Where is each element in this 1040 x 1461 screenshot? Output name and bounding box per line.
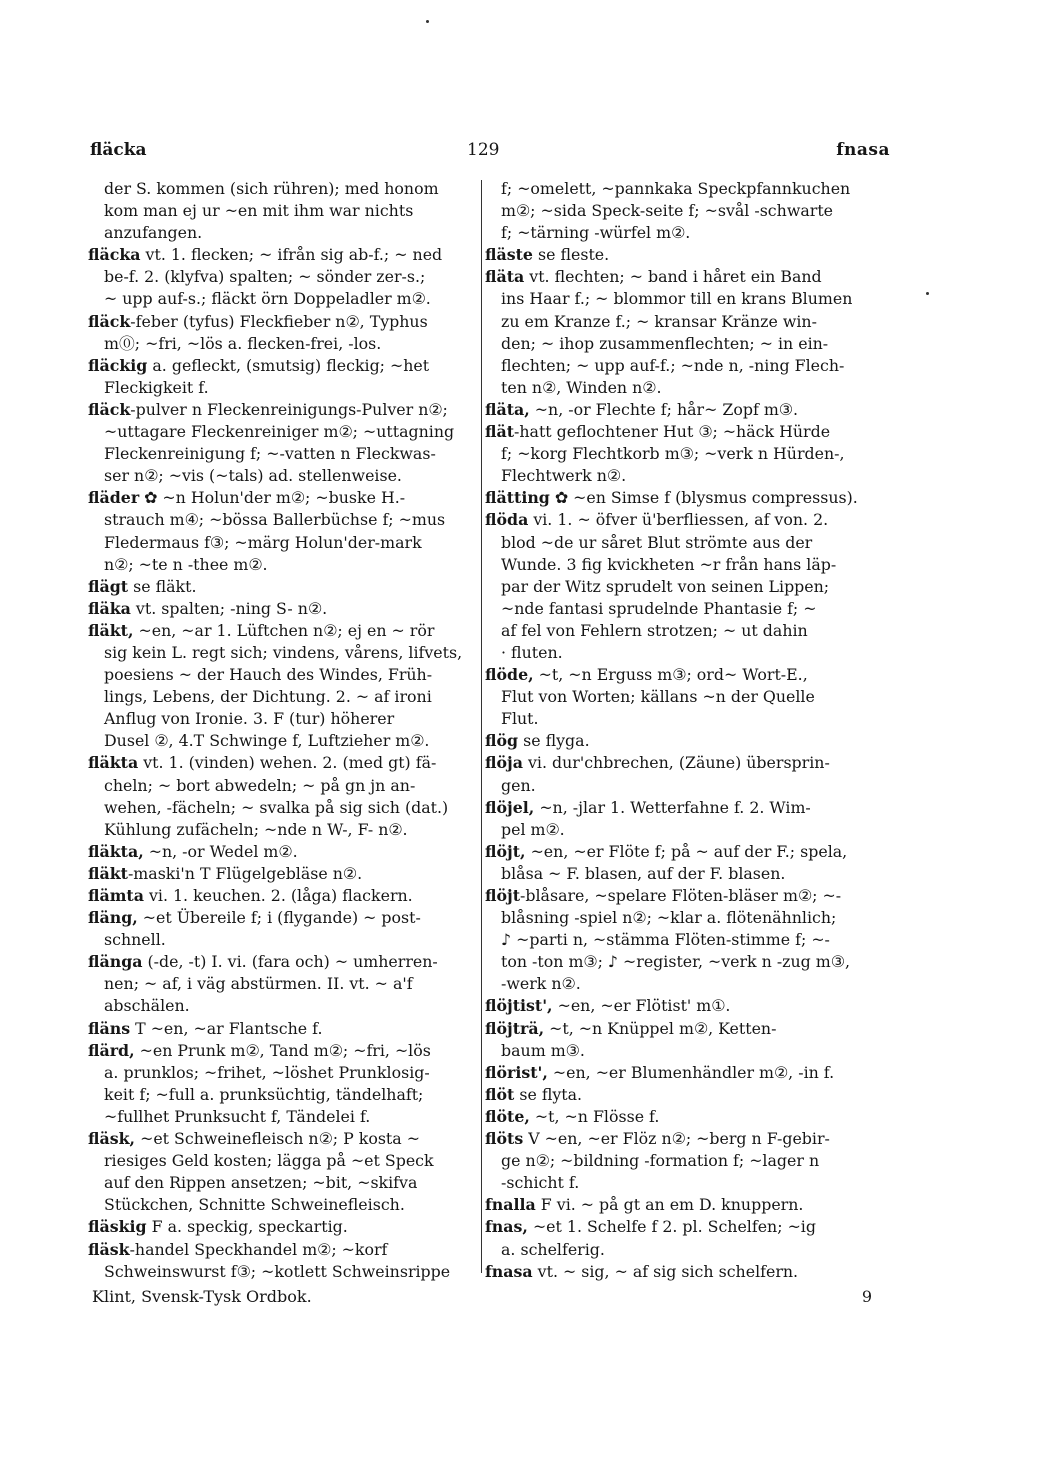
headword: flöja — [485, 753, 523, 773]
dictionary-line — [485, 1128, 890, 1150]
dictionary-line — [485, 355, 890, 377]
dictionary-line — [485, 244, 890, 266]
entry-text: blåsa ~ F. blasen, auf der F. blasen. — [501, 863, 786, 883]
headword: fläng, — [88, 908, 138, 928]
entry-text: pel m②. — [501, 819, 565, 839]
ink-speck — [926, 292, 929, 295]
entry-text: Fleckigkeit f. — [104, 377, 209, 397]
dictionary-line — [88, 664, 474, 686]
dictionary-line — [88, 620, 474, 642]
headword: flöte, — [485, 1106, 530, 1126]
headword: flörist', — [485, 1062, 548, 1082]
entry-text: (-de, -t) I. vi. (fara och) ~ umherren- — [142, 952, 438, 972]
entry-text: Anflug von Ironie. 3. F (tur) höherer — [104, 709, 395, 729]
entry-text: flechten; ~ upp auf-f.; ~nde n, -ning Flech- — [501, 355, 845, 375]
entry-text: zu em Kranze f.; ~ kransar Kränze win- — [501, 311, 817, 331]
entry-text: gen. — [501, 775, 536, 795]
entry-text: vt. spalten; -ning S- n②. — [130, 598, 328, 618]
headword: flöde, — [485, 665, 534, 685]
headword: fläka — [88, 598, 131, 618]
entry-text: -maski'n T Flügelgebläse n②. — [127, 863, 363, 883]
dictionary-line — [88, 730, 474, 752]
entry-text: ge n②; ~bildning -formation f; ~lager n — [501, 1151, 820, 1171]
dictionary-line — [88, 576, 474, 598]
entry-text: Flechtwerk n②. — [501, 466, 627, 486]
entry-text: ~n, -or Wedel m②. — [143, 841, 298, 861]
column-divider — [481, 180, 482, 1273]
dictionary-line — [88, 1084, 474, 1106]
headword: fläkta — [88, 753, 139, 773]
entry-text: ~et Übereile f; i (flygande) ~ post- — [137, 908, 421, 928]
dictionary-line — [485, 487, 890, 509]
entry-text: -blåsare, ~spelare Flöten-bläser m②; ~- — [520, 886, 842, 905]
headword: fläckig — [88, 355, 148, 375]
dictionary-line — [88, 775, 474, 797]
dictionary-line — [485, 664, 890, 686]
entry-text: se flyga. — [518, 731, 590, 751]
dictionary-line — [485, 752, 890, 774]
entry-text: Wunde. 3 fig kvickheten ~r från hans läp- — [501, 554, 837, 574]
entry-text: vt. 1. flecken; ~ ifrån sig ab-f.; ~ ned — [140, 245, 443, 265]
entry-text: ten n②, Winden n②. — [501, 377, 662, 397]
entry-text: se fläkt. — [128, 576, 197, 596]
headword: fläkta, — [88, 841, 144, 861]
headword: flöjt — [485, 886, 521, 905]
dictionary-line — [88, 222, 474, 244]
headword: flät — [485, 422, 515, 442]
headword: fläder — [88, 488, 140, 508]
entry-text: Schweinswurst f③; ~kotlett Schweinsrippe — [104, 1261, 451, 1281]
headword: fnalla — [485, 1195, 536, 1215]
entry-text: ✿ ~en Simse f (blysmus compressus). — [549, 488, 858, 508]
dictionary-line — [88, 797, 474, 819]
dictionary-line — [88, 487, 474, 509]
entry-text: ~et Schweinefleisch n②; P kosta ~ — [135, 1129, 420, 1149]
entry-text: kom man ej ur ~en mit ihm war nichts — [104, 201, 414, 221]
dictionary-line — [88, 200, 474, 222]
entry-text: der S. kommen (sich rühren); med honom — [104, 179, 439, 198]
headword: flöts — [485, 1129, 524, 1149]
entry-text: -pulver n Fleckenreinigungs-Pulver n②; — [130, 399, 448, 419]
dictionary-line — [485, 686, 890, 708]
entry-text: F a. speckig, speckartig. — [146, 1217, 348, 1237]
headword: flänga — [88, 952, 143, 972]
entry-text: auf den Rippen ansetzen; ~bit, ~skifva — [104, 1173, 418, 1193]
headword: fläkt — [88, 863, 128, 883]
headword: fläkt, — [88, 620, 134, 640]
entry-text: den; ~ ihop zusammenflechten; ~ in ein- — [501, 333, 829, 353]
dictionary-line — [88, 355, 474, 377]
entry-text: a. schelferig. — [501, 1239, 605, 1259]
entry-text: F vi. ~ på gt an em D. knuppern. — [535, 1195, 804, 1215]
entry-text: ins Haar f.; ~ blommor till en krans Blumen — [501, 289, 853, 309]
dictionary-line — [88, 244, 474, 266]
dictionary-line — [485, 730, 890, 752]
dictionary-line — [485, 797, 890, 819]
dictionary-line — [88, 1128, 474, 1150]
page-footer — [92, 1287, 872, 1309]
headword: fläste — [485, 245, 533, 265]
entry-text: ser n②; ~vis (~tals) ad. stellenweise. — [104, 466, 402, 486]
dictionary-line — [88, 554, 474, 576]
entry-text: Fleckenreinigung f; ~-vatten n Fleckwas- — [104, 444, 436, 464]
entry-text: ♪ ~parti n, ~stämma Flöten-stimme f; ~- — [501, 930, 830, 950]
dictionary-line — [88, 819, 474, 841]
entry-text: ~en, ~er Blumenhändler m②, -in f. — [547, 1062, 835, 1082]
dictionary-line — [88, 642, 474, 664]
entry-text: Stückchen, Schnitte Schweinefleisch. — [104, 1195, 405, 1215]
entry-text: sig kein L. regt sich; vindens, vårens, lifvets, — [104, 642, 463, 662]
page-number: 129 — [467, 140, 500, 160]
dictionary-line — [485, 554, 890, 576]
entry-text: · fluten. — [501, 642, 563, 662]
entry-text: ~nde fantasi sprudelnde Phantasie f; ~ — [501, 598, 817, 618]
dictionary-line — [485, 576, 890, 598]
entry-text: -feber (tyfus) Fleckfieber n②, Typhus — [130, 311, 428, 331]
entry-text: blod ~de ur såret Blut strömte aus der — [501, 532, 813, 552]
dictionary-line — [88, 907, 474, 929]
dictionary-line — [485, 1018, 890, 1040]
dictionary-line — [88, 443, 474, 465]
entry-text: ~en, ~er Flötist' m①. — [552, 996, 731, 1016]
entry-text: baum m③. — [501, 1040, 585, 1060]
entry-text: ~n, -or Flechte f; hår~ Zopf m③. — [529, 399, 798, 419]
dictionary-line — [485, 178, 890, 200]
dictionary-line — [88, 1062, 474, 1084]
entry-text: wehen, -fächeln; ~ svalka på sig sich (dat.) — [104, 797, 449, 817]
entry-text: blåsning -spiel n②; ~klar a. flötenähnlich; — [501, 908, 837, 928]
entry-text: vt. flechten; ~ band i håret ein Band — [524, 267, 822, 287]
dictionary-line — [88, 532, 474, 554]
dictionary-line — [485, 200, 890, 222]
entry-text: a. gefleckt, (smutsig) fleckig; ~het — [147, 355, 430, 375]
dictionary-line — [485, 863, 890, 885]
dictionary-line — [485, 907, 890, 929]
entry-text: schnell. — [104, 930, 166, 950]
dictionary-line — [88, 1261, 474, 1283]
headword: flöjträ, — [485, 1018, 545, 1038]
dictionary-line — [88, 1194, 474, 1216]
entry-text: ~uttagare Fleckenreiniger m②; ~uttagning — [104, 422, 455, 442]
entry-text: f; ~korg Flechtkorb m③; ~verk n Hürden-, — [501, 444, 845, 464]
dictionary-line — [485, 288, 890, 310]
entry-text: ~t, ~n Erguss m③; ord~ Wort-E., — [533, 665, 808, 685]
entry-text: par der Witz sprudelt von seinen Lippen; — [501, 576, 830, 596]
entry-text: vt. ~ sig, ~ af sig sich schelfern. — [532, 1261, 799, 1281]
entry-text: Kühlung zufächeln; ~nde n W-, F- n②. — [104, 819, 408, 839]
dictionary-line — [485, 1172, 890, 1194]
dictionary-line — [485, 1040, 890, 1062]
entry-text: cheln; ~ bort abwedeln; ~ på gn jn an- — [104, 775, 416, 795]
headword: flöjel, — [485, 797, 535, 817]
dictionary-line — [88, 311, 474, 333]
dictionary-line — [485, 377, 890, 399]
entry-text: f; ~tärning -würfel m②. — [501, 223, 691, 243]
signature-mark: 9 — [861, 1287, 872, 1306]
entry-text: V ~en, ~er Flöz n②; ~berg n F-gebir- — [523, 1129, 830, 1149]
dictionary-line — [88, 598, 474, 620]
dictionary-line — [88, 399, 474, 421]
dictionary-line — [88, 686, 474, 708]
headword: flämta — [88, 886, 144, 905]
entry-text: vt. 1. (vinden) wehen. 2. (med gt) fä- — [138, 753, 437, 773]
entry-text: ~en, ~er Flöte f; på ~ auf der F.; spela, — [525, 841, 848, 861]
dictionary-line — [88, 1106, 474, 1128]
headword: flöda — [485, 510, 529, 530]
dictionary-line — [485, 399, 890, 421]
dictionary-line — [88, 377, 474, 399]
dictionary-line — [485, 708, 890, 730]
entry-text: f; ~omelett, ~pannkaka Speckpfannkuchen — [501, 179, 851, 198]
headword: flägt — [88, 576, 129, 596]
dictionary-line — [88, 929, 474, 951]
dictionary-line — [88, 1216, 474, 1238]
entry-text: se flyta. — [514, 1084, 583, 1104]
entry-text: m⓪; ~fri, ~lös a. flecken-frei, -los. — [104, 333, 382, 353]
entry-text: vi. dur'chbrechen, (Zäune) übersprin- — [522, 753, 830, 773]
entry-text: be-f. 2. (klyfva) spalten; ~ sönder zer-s.; — [104, 267, 426, 287]
dictionary-line — [88, 995, 474, 1017]
dictionary-line — [485, 841, 890, 863]
entry-text: ton -ton m③; ♪ ~register, ~verk n -zug m③, — [501, 952, 850, 972]
dictionary-line — [88, 885, 474, 907]
header-last-word: fnasa — [836, 140, 890, 160]
dictionary-line — [485, 1239, 890, 1261]
dictionary-line — [485, 775, 890, 797]
entry-text: lings, Lebens, der Dichtung. 2. ~ af ironi — [104, 687, 432, 707]
dictionary-line — [485, 1261, 890, 1283]
entry-text: se fleste. — [532, 245, 610, 265]
entry-text: Flut von Worten; källans ~n der Quelle — [501, 687, 815, 707]
dictionary-line — [485, 885, 890, 907]
headword: flätting — [485, 488, 550, 508]
headword: fläsk — [88, 1239, 130, 1259]
dictionary-line — [485, 1194, 890, 1216]
page-header — [90, 140, 890, 166]
entry-text: riesiges Geld kosten; lägga på ~et Speck — [104, 1151, 434, 1171]
entry-text: nen; ~ af, i väg abstürmen. II. vt. ~ a'f — [104, 974, 413, 994]
dictionary-line — [485, 995, 890, 1017]
headword: fläck — [88, 399, 131, 419]
dictionary-line — [485, 465, 890, 487]
book-title: Klint, Svensk-Tysk Ordbok. — [92, 1287, 312, 1306]
entry-text: ~t, ~n Knüppel m②, Ketten- — [544, 1018, 777, 1038]
entry-text: Dusel ②, 4.T Schwinge f, Luftzieher m②. — [104, 731, 430, 751]
dictionary-line — [485, 443, 890, 465]
dictionary-line — [485, 1150, 890, 1172]
left-column — [88, 178, 474, 1283]
dictionary-line — [88, 973, 474, 995]
dictionary-line — [88, 266, 474, 288]
dictionary-line — [485, 311, 890, 333]
entry-text: keit f; ~full a. prunksüchtig, tändelhaft; — [104, 1084, 424, 1104]
dictionary-line — [485, 421, 890, 443]
dictionary-line — [485, 266, 890, 288]
entry-text: ~t, ~n Flösse f. — [529, 1106, 660, 1126]
entry-text: -hatt geflochtener Hut ③; ~häck Hürde — [514, 422, 831, 442]
headword: fnasa — [485, 1261, 533, 1281]
entry-text: -handel Speckhandel m②; ~korf — [129, 1239, 388, 1259]
headword: fläskig — [88, 1217, 147, 1237]
entry-text: T ~en, ~ar Flantsche f. — [130, 1018, 323, 1038]
dictionary-line — [485, 333, 890, 355]
headword: fläta, — [485, 399, 530, 419]
dictionary-line — [485, 509, 890, 531]
headword: flög — [485, 731, 519, 751]
dictionary-line — [88, 1018, 474, 1040]
header-first-word: fläcka — [90, 140, 147, 160]
entry-text: ~fullhet Prunksucht f, Tändelei f. — [104, 1106, 371, 1126]
entry-text: ~en, ~ar 1. Lüftchen n②; ej en ~ rör — [133, 620, 435, 640]
entry-text: strauch m④; ~bössa Ballerbüchse f; ~mus — [104, 510, 446, 530]
dictionary-line — [88, 841, 474, 863]
headword: fläsk, — [88, 1129, 136, 1149]
dictionary-line — [88, 1172, 474, 1194]
entry-text: poesiens ~ der Hauch des Windes, Früh- — [104, 665, 433, 685]
dictionary-line — [485, 951, 890, 973]
entry-text: ~n, -jlar 1. Wetterfahne f. 2. Wim- — [534, 797, 811, 817]
entry-text: vi. 1. ~ öfver ü'berfliessen, af von. 2. — [528, 510, 829, 530]
headword: flärd, — [88, 1040, 135, 1060]
entry-text: af fel von Fehlern strotzen; ~ ut dahin — [501, 620, 808, 640]
entry-text: ✿ ~n Holun'der m②; ~buske H.- — [139, 488, 406, 508]
dictionary-line — [88, 1040, 474, 1062]
entry-text: ~ upp auf-s.; fläckt örn Doppeladler m②. — [104, 289, 431, 309]
dictionary-line — [88, 421, 474, 443]
entry-text: n②; ~te n -thee m②. — [104, 554, 268, 574]
dictionary-line — [485, 1084, 890, 1106]
dictionary-line — [88, 1150, 474, 1172]
entry-text: ~et 1. Schelfe f 2. pl. Schelfen; ~ig — [527, 1217, 816, 1237]
entry-text: -schicht f. — [501, 1173, 580, 1193]
headword: fläta — [485, 267, 525, 287]
dictionary-line — [485, 1216, 890, 1238]
entry-text: Flut. — [501, 709, 539, 729]
dictionary-line — [485, 1106, 890, 1128]
headword: flöjtist', — [485, 996, 553, 1016]
dictionary-line — [88, 752, 474, 774]
entry-text: a. prunklos; ~frihet, ~löshet Prunklosig- — [104, 1062, 430, 1082]
dictionary-line — [88, 1239, 474, 1261]
dictionary-line — [485, 598, 890, 620]
dictionary-line — [485, 620, 890, 642]
headword: fläck — [88, 311, 131, 331]
entry-text: anzufangen. — [104, 223, 203, 243]
dictionary-line — [485, 532, 890, 554]
right-column — [485, 178, 890, 1283]
entry-text: abschälen. — [104, 996, 190, 1016]
dictionary-line — [88, 863, 474, 885]
headword: fnas, — [485, 1217, 528, 1237]
dictionary-line — [88, 288, 474, 310]
headword: fläcka — [88, 245, 141, 265]
dictionary-line — [88, 178, 474, 200]
headword: fläns — [88, 1018, 131, 1038]
entry-text: m②; ~sida Speck-seite f; ~svål -schwarte — [501, 201, 834, 221]
dictionary-line — [485, 642, 890, 664]
dictionary-line — [88, 708, 474, 730]
dictionary-line — [485, 973, 890, 995]
entry-text: vi. 1. keuchen. 2. (låga) flackern. — [143, 886, 413, 905]
dictionary-line — [88, 951, 474, 973]
dictionary-line — [485, 222, 890, 244]
entry-text: -werk n②. — [501, 974, 581, 994]
dictionary-line — [485, 819, 890, 841]
headword: flöt — [485, 1084, 515, 1104]
dictionary-line — [88, 333, 474, 355]
headword: flöjt, — [485, 841, 526, 861]
ink-speck — [426, 20, 429, 23]
dictionary-line — [485, 929, 890, 951]
dictionary-line — [88, 509, 474, 531]
dictionary-line — [485, 1062, 890, 1084]
dictionary-line — [88, 465, 474, 487]
entry-text: Fledermaus f③; ~märg Holun'der-mark — [104, 532, 422, 552]
entry-text: ~en Prunk m②, Tand m②; ~fri, ~lös — [134, 1040, 431, 1060]
